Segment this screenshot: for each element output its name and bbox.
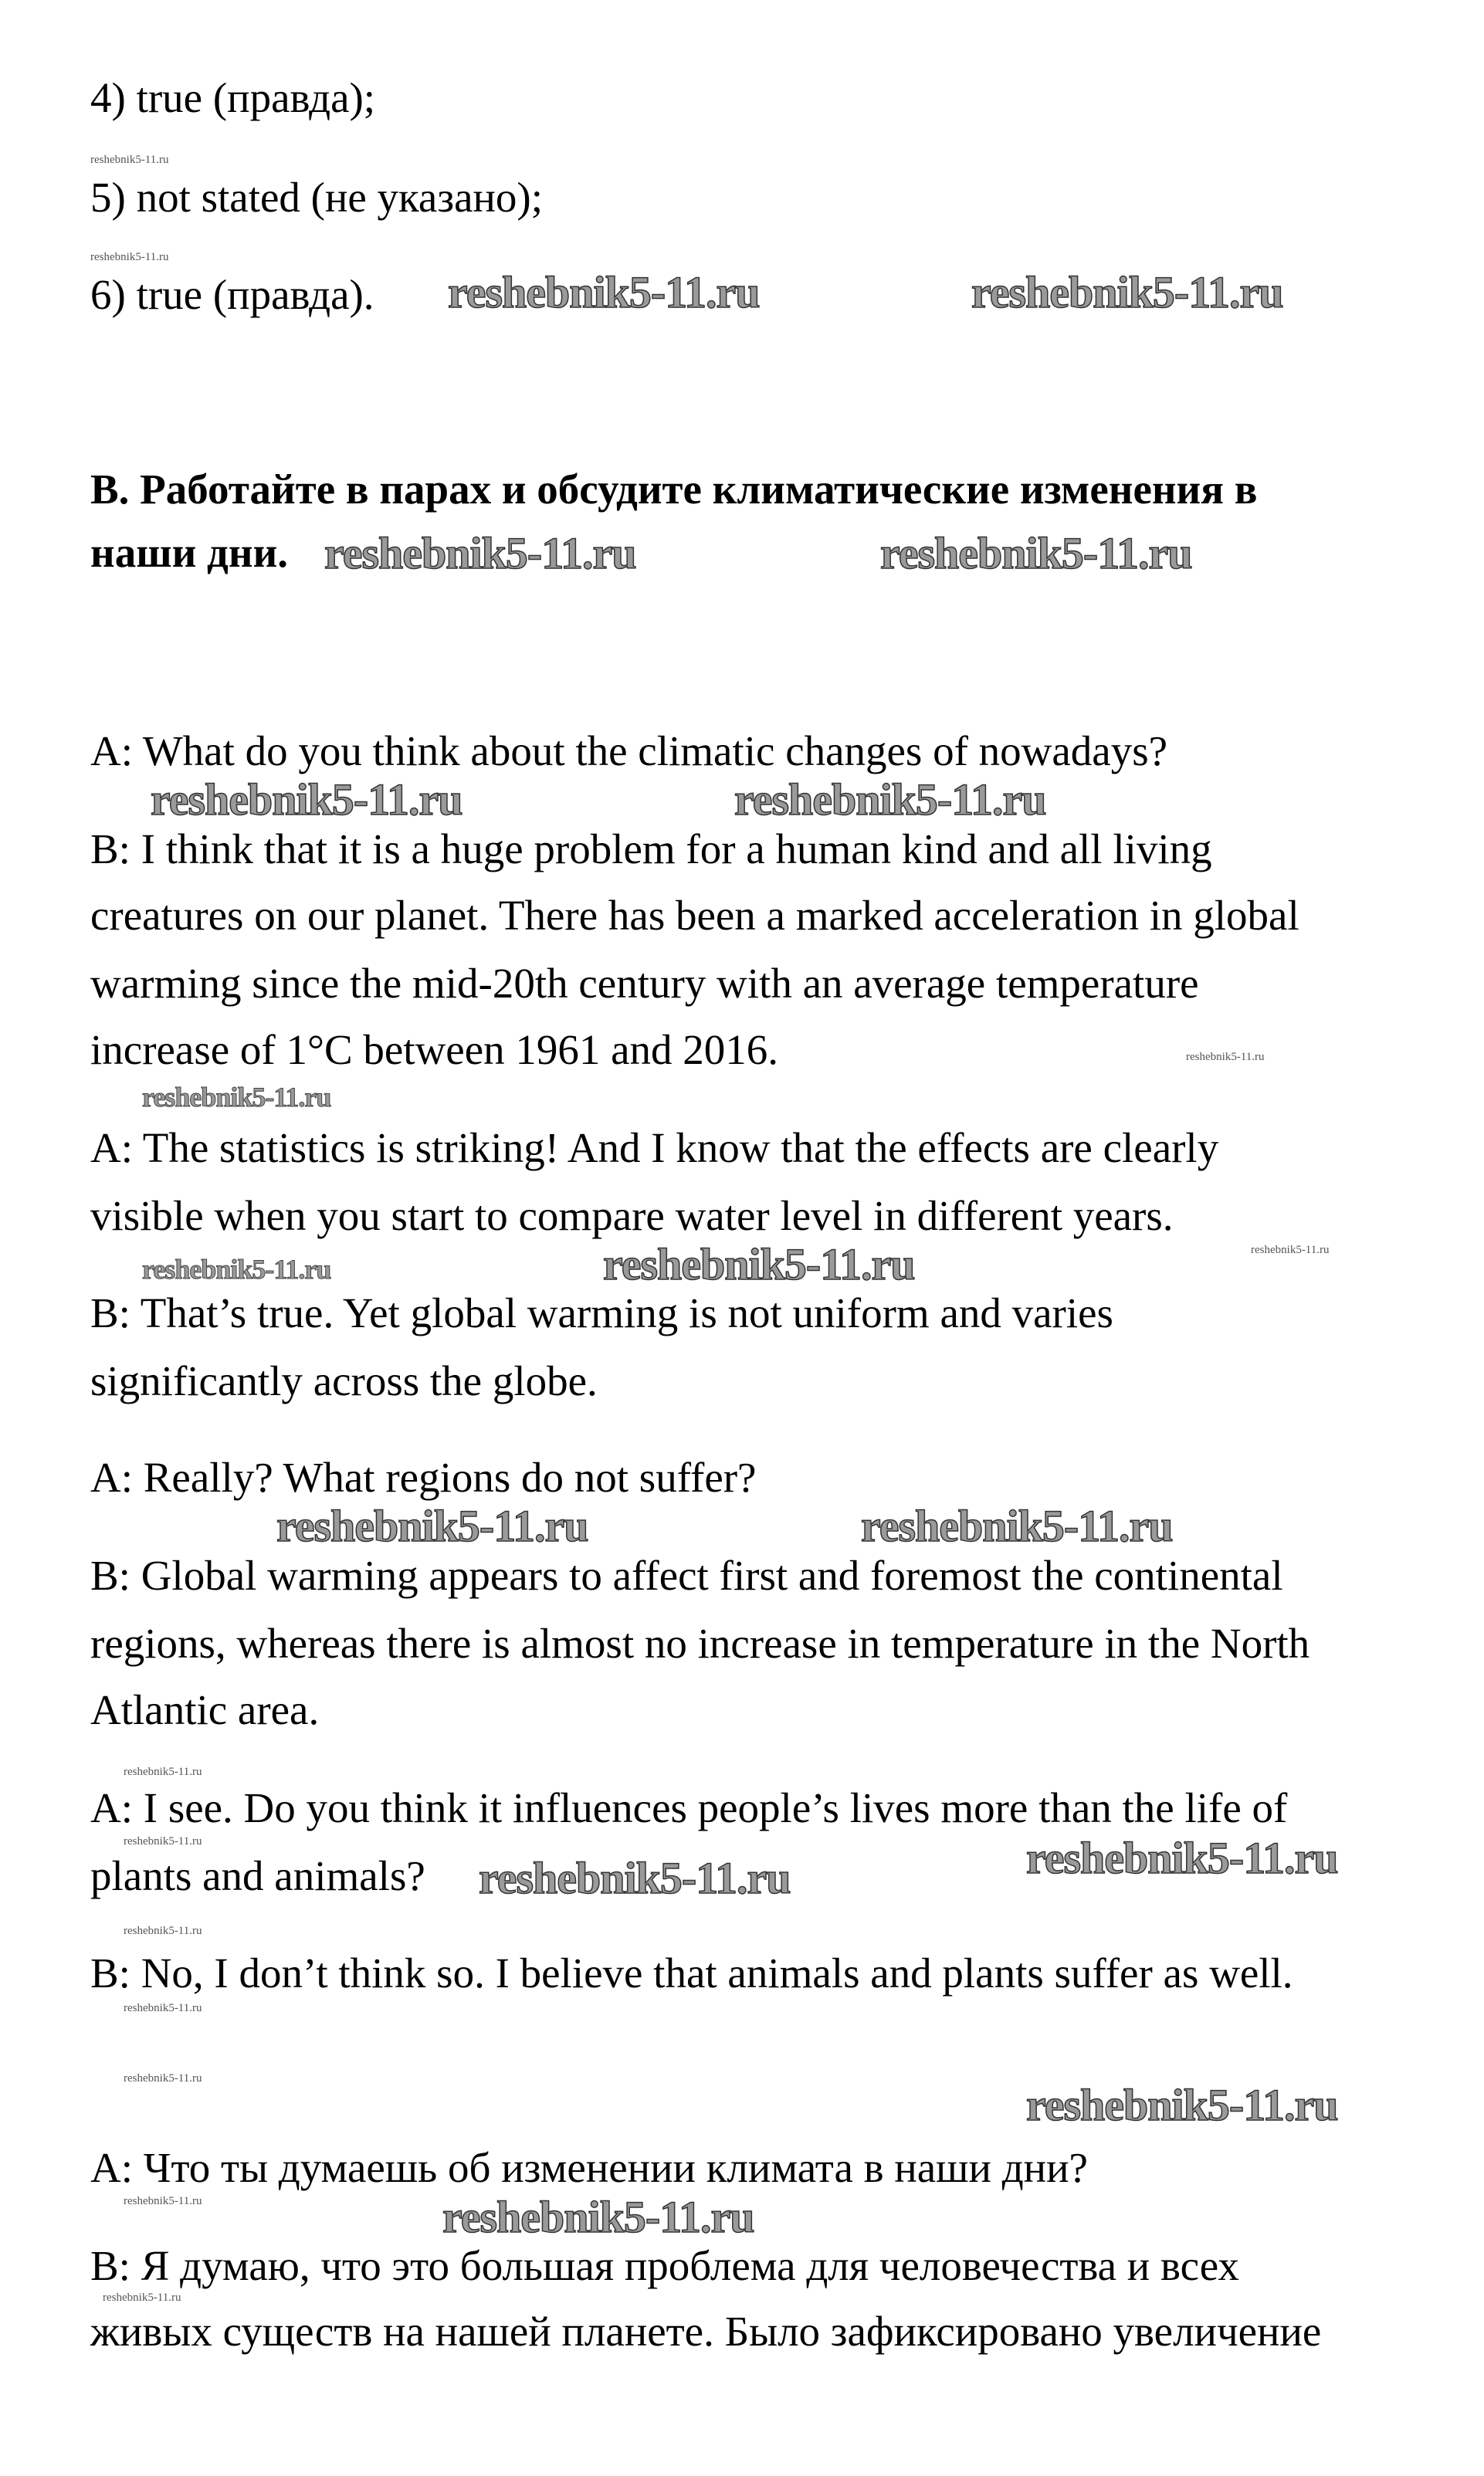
dialogue-line: B: Global warming appears to affect first and foremost the continental	[90, 1552, 1283, 1599]
watermark: reshebnik5-11.ru	[734, 774, 1046, 825]
dialogue-line: B: That’s true. Yet global warming is not uniform and varies	[90, 1289, 1113, 1336]
dialogue-line: живых существ на нашей планете. Было зафиксировано увеличение	[90, 2308, 1322, 2355]
dialogue-line: A: Что ты думаешь об изменении климата в наши дни?	[90, 2144, 1088, 2191]
watermark: reshebnik5-11.ru	[124, 2072, 202, 2085]
dialogue-line: A: Really? What regions do not suffer?	[90, 1454, 757, 1501]
watermark: reshebnik5-11.ru	[603, 1239, 915, 1289]
watermark: reshebnik5-11.ru	[861, 1501, 1173, 1551]
dialogue-line: A: The statistics is striking! And I know that the effects are clearly	[90, 1124, 1219, 1171]
answer-line: 4) true (правда);	[90, 74, 376, 121]
watermark: reshebnik5-11.ru	[124, 1766, 202, 1778]
dialogue-line: plants and animals?	[90, 1852, 425, 1899]
watermark: reshebnik5-11.ru	[448, 267, 760, 317]
watermark: reshebnik5-11.ru	[324, 528, 636, 578]
watermark: reshebnik5-11.ru	[90, 154, 169, 166]
dialogue-line: A: What do you think about the climatic changes of nowadays?	[90, 727, 1168, 774]
section-heading: наши дни.	[90, 529, 289, 576]
watermark: reshebnik5-11.ru	[124, 1925, 202, 1937]
dialogue-line: significantly across the globe.	[90, 1357, 598, 1404]
watermark: reshebnik5-11.ru	[442, 2192, 754, 2242]
watermark: reshebnik5-11.ru	[971, 267, 1283, 317]
answer-line: 6) true (правда).	[90, 271, 374, 318]
dialogue-line: B: No, I don’t think so. I believe that animals and plants suffer as well.	[90, 1949, 1293, 1997]
watermark: reshebnik5-11.ru	[1026, 2080, 1338, 2130]
dialogue-line: B: I think that it is a huge problem for a human kind and all living	[90, 825, 1212, 872]
dialogue-line: A: I see. Do you think it influences people’s lives more than the life of	[90, 1784, 1288, 1831]
watermark: reshebnik5-11.ru	[90, 251, 169, 263]
dialogue-line: warming since the mid-20th century with an average temperature	[90, 960, 1199, 1007]
watermark: reshebnik5-11.ru	[142, 1082, 331, 1113]
watermark: reshebnik5-11.ru	[276, 1501, 588, 1551]
dialogue-line: creatures on our planet. There has been a marked acceleration in global	[90, 892, 1299, 939]
watermark: reshebnik5-11.ru	[1026, 1833, 1338, 1883]
watermark: reshebnik5-11.ru	[479, 1853, 791, 1903]
answer-line: 5) not stated (не указано);	[90, 174, 544, 221]
watermark: reshebnik5-11.ru	[124, 1835, 202, 1848]
watermark: reshebnik5-11.ru	[880, 528, 1192, 578]
watermark: reshebnik5-11.ru	[1251, 1244, 1330, 1256]
watermark: reshebnik5-11.ru	[124, 2195, 202, 2207]
watermark: reshebnik5-11.ru	[103, 2291, 181, 2304]
dialogue-line: B: Я думаю, что это большая проблема для человечества и всех	[90, 2242, 1239, 2289]
watermark: reshebnik5-11.ru	[124, 2002, 202, 2014]
dialogue-line: regions, whereas there is almost no increase in temperature in the North	[90, 1620, 1310, 1667]
dialogue-line: increase of 1°C between 1961 and 2016.	[90, 1026, 779, 1073]
watermark: reshebnik5-11.ru	[142, 1254, 331, 1285]
dialogue-line: visible when you start to compare water level in different years.	[90, 1192, 1174, 1239]
watermark: reshebnik5-11.ru	[1186, 1051, 1265, 1063]
dialogue-line: Atlantic area.	[90, 1686, 320, 1733]
section-heading: B. Работайте в парах и обсудите климатические изменения в	[90, 466, 1258, 513]
watermark: reshebnik5-11.ru	[151, 774, 462, 825]
